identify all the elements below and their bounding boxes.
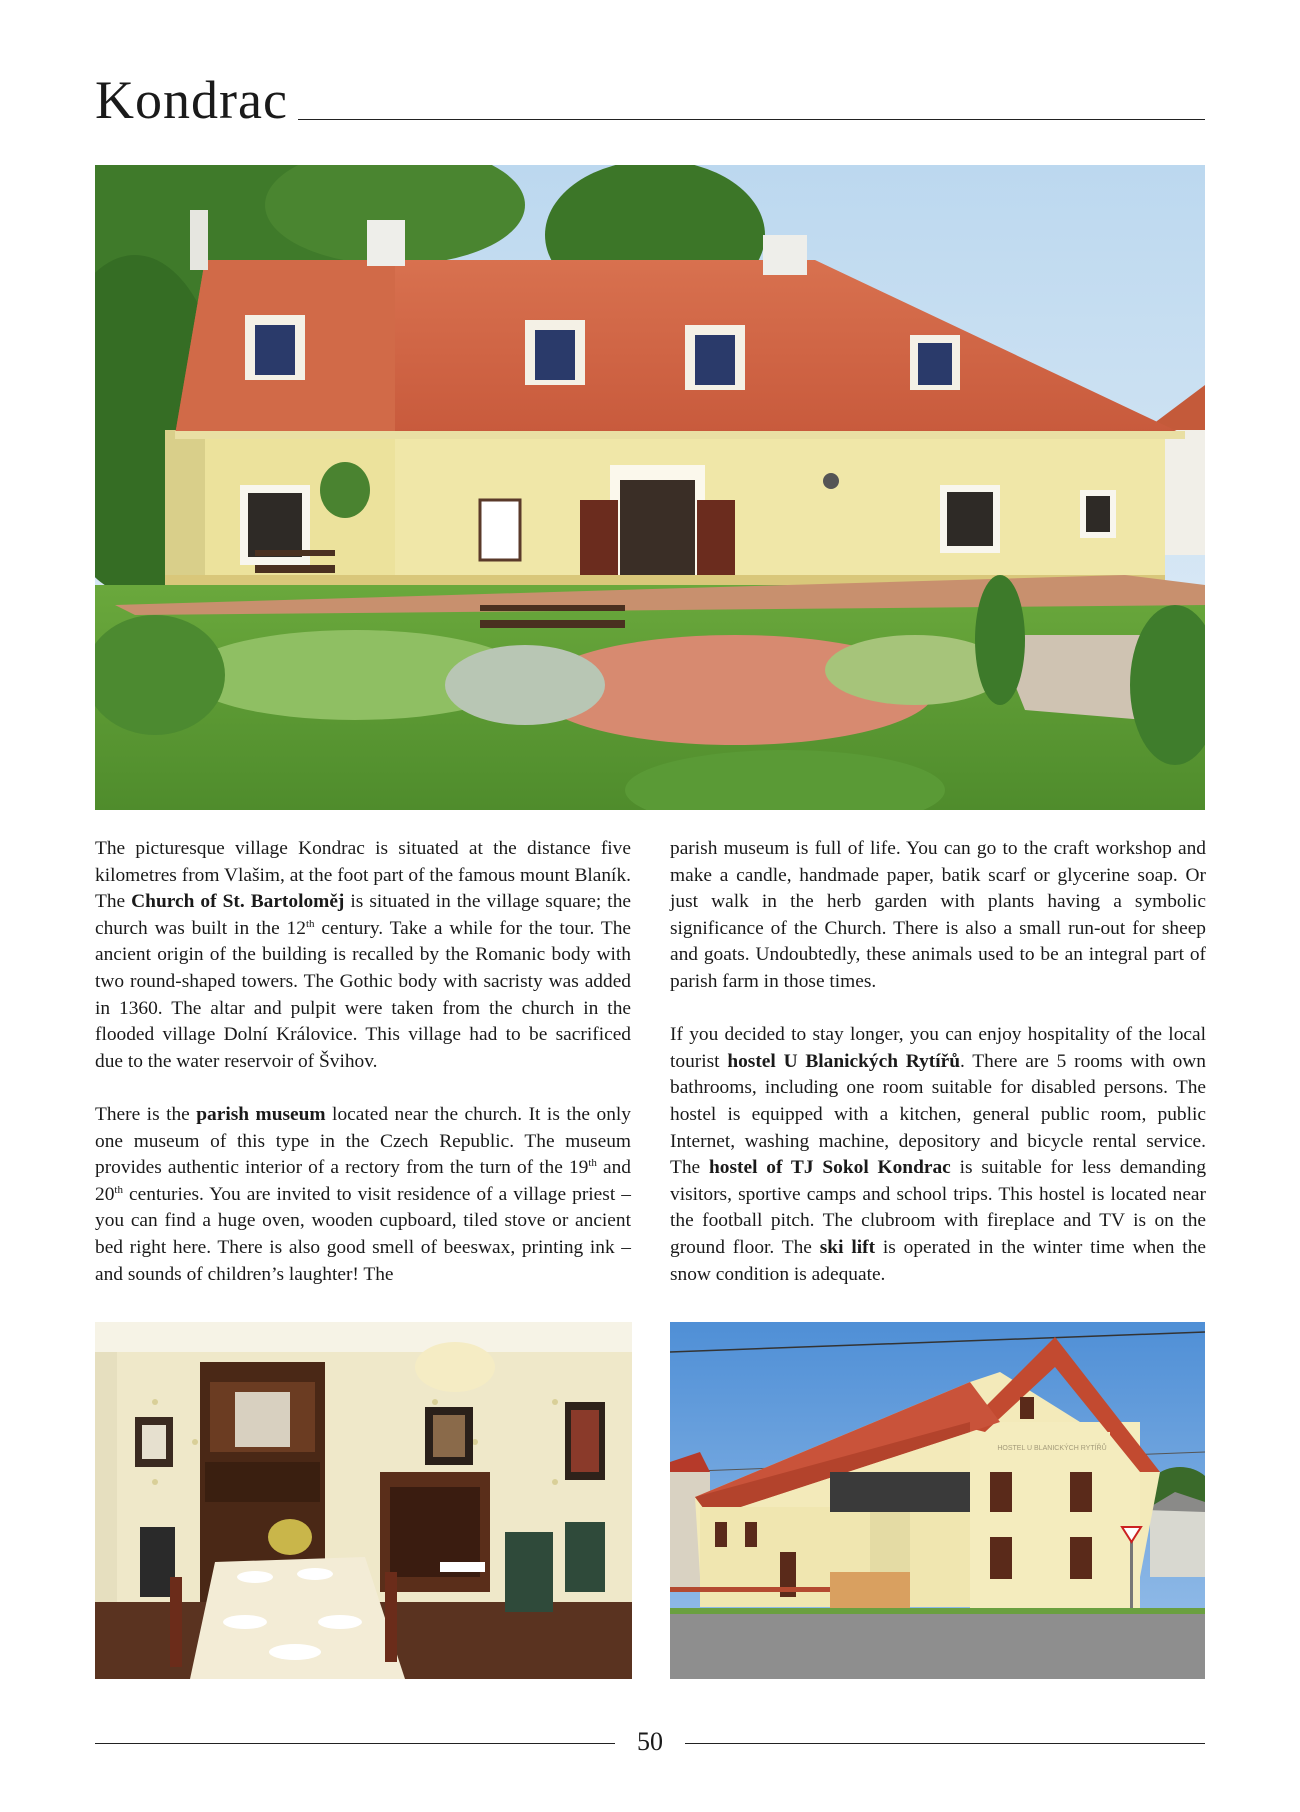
text-run: located near the church. It is the only one museum of this type in the Czech Republic. The museum provides authentic interior of a rectory from the turn of the 19	[95, 1103, 631, 1179]
text-run: . There are 5 rooms with own bathrooms, including one room suitable for disabled persons. The hostel is equipped with a kitchen, general public room, public Internet, washing machine, depository and bicycle rental service. The	[670, 1050, 1206, 1179]
bold-term: hostel of TJ Sokol Kondrac	[708, 1157, 951, 1179]
paragraph-parish-museum	[95, 1102, 631, 1288]
text-run: The picturesque village Kondrac is situated at the distance five kilometres from Vlašim, at the foot part of the famous mount Blaník. The	[95, 838, 631, 913]
text-run: parish museum is full of life. You can go to the craft workshop and make a candle, handmade paper, batik scarf or glycerine soap. Or just walk in the herb garden with plants having a symbolic significance of the Church. There is also a small run-out for sheep and goats. Undoubtedly, these animals used to be an integral part of parish farm in those times.	[670, 838, 1206, 992]
text-run: is operated in the winter time when the snow condition is adequate.	[670, 1236, 1206, 1285]
hostel-sign: HOSTEL U BLANICKÝCH RYTÍŘŮ	[997, 1445, 1107, 1452]
paragraph-church	[95, 836, 631, 1075]
page-number: 50	[637, 1727, 663, 1756]
text-run: If you decided to stay longer, you can enjoy hospitality of the local tourist	[670, 1024, 1206, 1072]
rectory-photo	[95, 165, 1205, 810]
page-title: Kondrac	[95, 70, 288, 130]
footer-rule-right	[685, 1743, 1205, 1744]
text-run: and 20	[95, 1157, 631, 1205]
text-run: There is the	[95, 1103, 197, 1125]
hostel-photo	[670, 1322, 1205, 1679]
paragraph-museum-activities	[670, 836, 1206, 996]
text-run: is suitable for less demanding visitors, sportive camps and school trips. This hostel is located near the football pitch. The clubroom with fireplace and TV is on the ground floor. The	[670, 1157, 1207, 1258]
rectory-illustration	[95, 165, 1205, 810]
hostel-illustration	[670, 1322, 1205, 1679]
bold-term: parish museum	[196, 1103, 326, 1125]
title-rule	[298, 119, 1205, 120]
interior-photo	[95, 1322, 632, 1679]
bold-term: ski lift	[819, 1236, 876, 1258]
superscript: th	[588, 1157, 597, 1170]
text-run: is situated in the village square; the church was built in the 12	[95, 891, 631, 939]
superscript: th	[114, 1183, 123, 1196]
bold-term: Church of St. Bartoloměj	[131, 891, 345, 913]
right-column	[670, 836, 1206, 1288]
left-column	[95, 836, 631, 1288]
superscript: th	[305, 917, 315, 930]
page-header	[95, 70, 1205, 130]
text-run: century. Take a while for the tour. The ancient origin of the building is recalled by the Romanic body with two round-shaped towers. The Gothic body with sacristy was added in 1360. The altar and pulpit were taken from the church in the flooded village Dolní Královice. This village had to be sacrificed due to the water reservoir of Švihov.	[95, 917, 631, 1072]
bold-term: hostel U Blanických Rytířů	[727, 1050, 961, 1072]
paragraph-hostels	[670, 1022, 1206, 1288]
page-footer	[95, 1722, 1205, 1762]
interior-illustration	[95, 1322, 632, 1679]
text-run: centuries. You are invited to visit residence of a village priest – you can find a huge oven, wooden cupboard, tiled stove or ancient bed right here. There is also good smell of beeswax, printing ink – and sounds of children’s laughter! The	[95, 1183, 631, 1285]
